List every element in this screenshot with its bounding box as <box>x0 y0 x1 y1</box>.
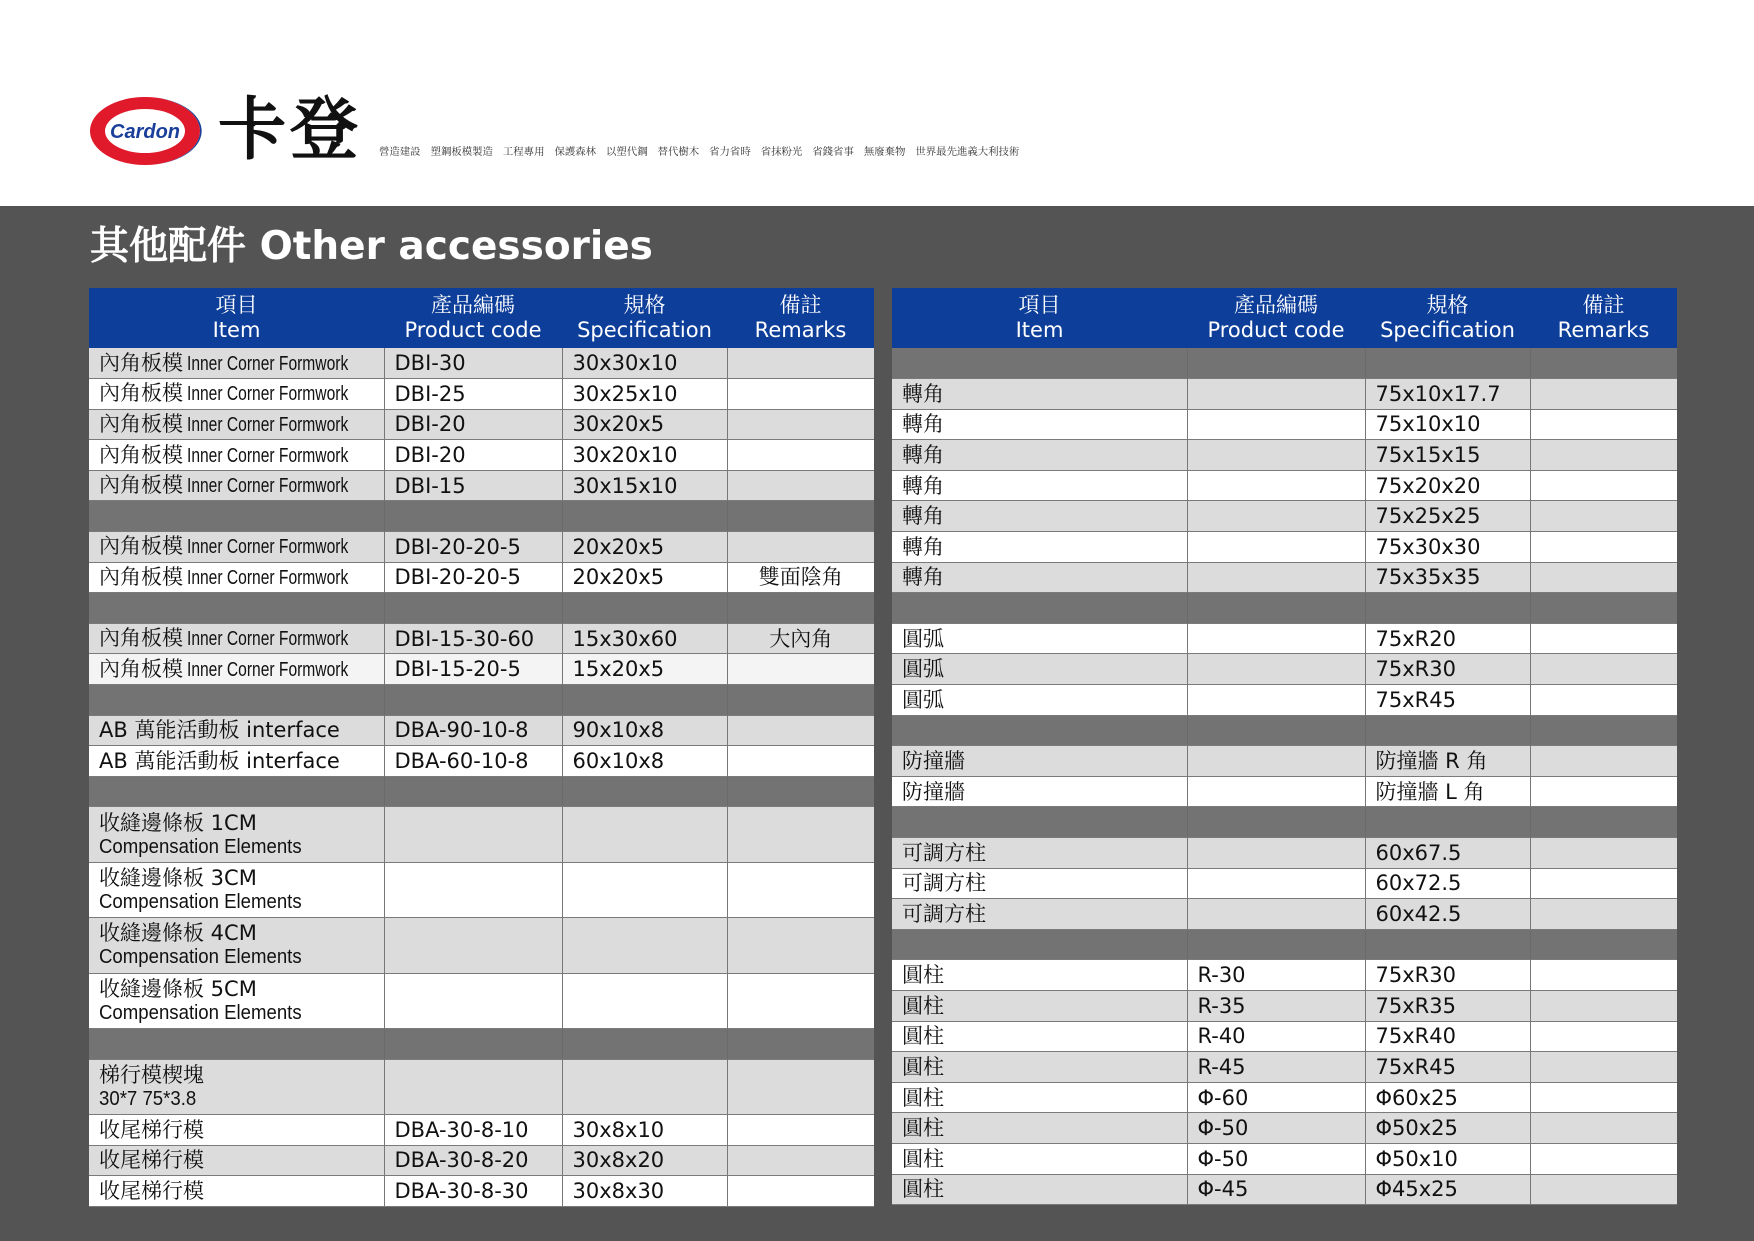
separator-row <box>892 929 1677 960</box>
brand-chinese-name: 卡登 <box>218 90 363 170</box>
remarks-cell <box>1530 409 1677 440</box>
code-cell <box>1187 776 1365 807</box>
code-cell <box>1187 623 1365 654</box>
table-row <box>892 440 1677 471</box>
spec-cell: 75xR45 <box>1365 685 1530 716</box>
code-cell <box>384 862 562 917</box>
item-cell: 防撞牆 <box>892 746 1187 777</box>
code-cell: R-30 <box>1187 960 1365 991</box>
table-row <box>89 746 874 777</box>
item-cell: 可調方柱 <box>892 838 1187 869</box>
item-cell: 可調方柱 <box>892 899 1187 930</box>
table-row <box>892 470 1677 501</box>
table-header-row <box>892 288 1677 348</box>
spec-cell: 防撞牆 R 角 <box>1365 746 1530 777</box>
code-cell <box>384 807 562 862</box>
page-title: 其他配件 Other accessories <box>90 224 653 269</box>
remarks-cell <box>727 440 874 471</box>
item-cell: 收縫邊條板 5CM Compensation Elements <box>89 973 384 1028</box>
spec-cell: 75x10x10 <box>1365 409 1530 440</box>
code-cell: DBI-25 <box>384 379 562 410</box>
remarks-cell <box>1530 1052 1677 1083</box>
item-cell: 圓弧 <box>892 654 1187 685</box>
code-cell <box>384 1059 562 1114</box>
table-row <box>892 1113 1677 1144</box>
column-header-product-code: 產品編碼 Product code <box>384 288 562 348</box>
spec-cell: 60x10x8 <box>562 746 727 777</box>
item-cell: 收尾梯行模 <box>89 1114 384 1145</box>
table-row <box>892 990 1677 1021</box>
remarks-cell <box>1530 990 1677 1021</box>
remarks-cell <box>727 1059 874 1114</box>
column-header-item: 項目 Item <box>892 288 1187 348</box>
code-cell: DBA-30-8-20 <box>384 1145 562 1176</box>
item-cell: 圓弧 <box>892 623 1187 654</box>
table-row <box>89 1145 874 1176</box>
table-row <box>89 807 874 862</box>
spec-cell: 30x8x20 <box>562 1145 727 1176</box>
remarks-cell <box>727 918 874 973</box>
slogan-list <box>379 145 1019 159</box>
code-cell: Φ-60 <box>1187 1082 1365 1113</box>
spec-cell: 30x15x10 <box>562 470 727 501</box>
item-cell: 內角板模 Inner Corner Formwork <box>89 440 384 471</box>
table-row <box>892 746 1677 777</box>
slogan: 塑鋼板模製造 <box>430 146 493 158</box>
item-cell: 圓柱 <box>892 1052 1187 1083</box>
code-cell <box>1187 868 1365 899</box>
item-cell: AB 萬能活動板 interface <box>89 715 384 746</box>
remarks-cell <box>1530 1082 1677 1113</box>
remarks-cell <box>1530 960 1677 991</box>
remarks-cell <box>1530 470 1677 501</box>
item-cell: 收縫邊條板 3CM Compensation Elements <box>89 862 384 917</box>
code-cell: DBI-15-20-5 <box>384 654 562 685</box>
table-row <box>892 899 1677 930</box>
slogan: 替代樹木 <box>657 146 700 158</box>
item-cell: 轉角 <box>892 440 1187 471</box>
item-cell: 轉角 <box>892 562 1187 593</box>
remarks-cell <box>1530 776 1677 807</box>
separator-row <box>892 715 1677 746</box>
table-row <box>892 562 1677 593</box>
table-row <box>892 654 1677 685</box>
separator-row <box>89 776 874 807</box>
separator-row <box>892 807 1677 838</box>
slogan: 保護森林 <box>554 146 597 158</box>
slogan: 營造建設 <box>379 146 421 158</box>
separator-row <box>89 685 874 716</box>
item-cell: 收尾梯行模 <box>89 1176 384 1207</box>
table-row <box>892 409 1677 440</box>
item-cell: 梯行模楔塊 30*7 75*3.8 <box>89 1059 384 1114</box>
remarks-cell <box>727 1145 874 1176</box>
table-row <box>89 862 874 917</box>
spec-cell <box>562 807 727 862</box>
column-header-item: 項目 Item <box>89 288 384 348</box>
code-cell: R-40 <box>1187 1021 1365 1052</box>
code-cell: DBI-20-20-5 <box>384 562 562 593</box>
item-cell: 轉角 <box>892 470 1187 501</box>
remarks-cell <box>1530 685 1677 716</box>
remarks-cell <box>727 348 874 379</box>
table-row <box>89 409 874 440</box>
column-header-remarks: 備註 Remarks <box>727 288 874 348</box>
code-cell <box>1187 379 1365 410</box>
code-cell <box>384 973 562 1028</box>
table-row <box>892 1174 1677 1205</box>
table-row <box>89 562 874 593</box>
item-cell: 圓柱 <box>892 960 1187 991</box>
table-row <box>89 440 874 471</box>
slogan: 世界最先進義大利技術 <box>915 146 1020 158</box>
remarks-cell <box>1530 440 1677 471</box>
slogan: 省力省時 <box>709 146 751 158</box>
separator-row <box>89 1028 874 1059</box>
code-cell <box>1187 501 1365 532</box>
slogan: 省錢省事 <box>812 146 854 158</box>
spec-cell: 75x25x25 <box>1365 501 1530 532</box>
remarks-cell <box>1530 1143 1677 1174</box>
code-cell: DBA-30-8-30 <box>384 1176 562 1207</box>
spec-cell: 75xR45 <box>1365 1052 1530 1083</box>
remarks-cell <box>1530 746 1677 777</box>
remarks-cell <box>727 1114 874 1145</box>
remarks-cell <box>1530 532 1677 563</box>
spec-cell: 75x30x30 <box>1365 532 1530 563</box>
remarks-cell <box>727 807 874 862</box>
table-row <box>892 1021 1677 1052</box>
main-panel <box>0 206 1754 1241</box>
item-cell: 防撞牆 <box>892 776 1187 807</box>
column-header-product-code: 產品編碼 Product code <box>1187 288 1365 348</box>
remarks-cell <box>727 715 874 746</box>
code-cell: Φ-50 <box>1187 1113 1365 1144</box>
code-cell <box>1187 562 1365 593</box>
code-cell: DBI-15 <box>384 470 562 501</box>
spec-cell: 20x20x5 <box>562 532 727 563</box>
table-row <box>89 348 874 379</box>
code-cell: DBI-20 <box>384 440 562 471</box>
item-cell: 內角板模 Inner Corner Formwork <box>89 623 384 654</box>
item-cell: 轉角 <box>892 532 1187 563</box>
item-cell: AB 萬能活動板 interface <box>89 746 384 777</box>
spec-cell <box>562 862 727 917</box>
table-row <box>89 623 874 654</box>
item-cell: 圓柱 <box>892 1174 1187 1205</box>
remarks-cell <box>1530 1021 1677 1052</box>
item-cell: 圓柱 <box>892 1143 1187 1174</box>
code-cell: DBA-90-10-8 <box>384 715 562 746</box>
column-header-specification: 規格 Specification <box>562 288 727 348</box>
remarks-cell <box>1530 899 1677 930</box>
remarks-cell <box>1530 379 1677 410</box>
item-cell: 內角板模 Inner Corner Formwork <box>89 409 384 440</box>
table-row <box>892 1082 1677 1113</box>
table-row <box>892 776 1677 807</box>
table-row <box>892 532 1677 563</box>
logo-text: Cardon <box>110 121 180 143</box>
code-cell <box>1187 838 1365 869</box>
spec-cell: Φ60x25 <box>1365 1082 1530 1113</box>
code-cell <box>1187 654 1365 685</box>
column-header-remarks: 備註 Remarks <box>1530 288 1677 348</box>
table-row <box>892 1143 1677 1174</box>
table-header-row <box>89 288 874 348</box>
remarks-cell <box>1530 1113 1677 1144</box>
table-row <box>892 685 1677 716</box>
code-cell: Φ-50 <box>1187 1143 1365 1174</box>
code-cell: Φ-45 <box>1187 1174 1365 1205</box>
remarks-cell <box>1530 654 1677 685</box>
spec-cell <box>562 918 727 973</box>
item-cell: 內角板模 Inner Corner Formwork <box>89 562 384 593</box>
remarks-cell <box>727 654 874 685</box>
spec-cell: 30x30x10 <box>562 348 727 379</box>
code-cell: R-45 <box>1187 1052 1365 1083</box>
table-row <box>892 868 1677 899</box>
cardon-logo <box>88 95 202 167</box>
item-cell: 內角板模 Inner Corner Formwork <box>89 654 384 685</box>
spec-cell: 75xR35 <box>1365 990 1530 1021</box>
slogan: 省抹粉光 <box>760 146 803 158</box>
code-cell: DBI-20-20-5 <box>384 532 562 563</box>
spec-cell: 20x20x5 <box>562 562 727 593</box>
item-cell: 收縫邊條板 1CM Compensation Elements <box>89 807 384 862</box>
code-cell: DBA-60-10-8 <box>384 746 562 777</box>
item-cell: 收縫邊條板 4CM Compensation Elements <box>89 918 384 973</box>
remarks-cell <box>727 746 874 777</box>
item-cell: 轉角 <box>892 409 1187 440</box>
table-row <box>89 1059 874 1114</box>
spec-cell: 60x72.5 <box>1365 868 1530 899</box>
remarks-cell <box>1530 562 1677 593</box>
spec-cell: 30x20x5 <box>562 409 727 440</box>
code-cell: DBI-30 <box>384 348 562 379</box>
spec-cell: Φ50x25 <box>1365 1113 1530 1144</box>
separator-row <box>892 593 1677 624</box>
spec-cell: 75x35x35 <box>1365 562 1530 593</box>
spec-cell: 75xR20 <box>1365 623 1530 654</box>
code-cell: DBI-20 <box>384 409 562 440</box>
code-cell <box>1187 532 1365 563</box>
table-row <box>89 470 874 501</box>
table-row <box>89 918 874 973</box>
spec-cell: Φ45x25 <box>1365 1174 1530 1205</box>
code-cell <box>1187 409 1365 440</box>
remarks-cell <box>1530 868 1677 899</box>
table-row <box>892 838 1677 869</box>
slogan: 無廢棄物 <box>863 146 906 158</box>
slogan: 工程專用 <box>502 146 545 158</box>
spec-cell: 防撞牆 L 角 <box>1365 776 1530 807</box>
spec-cell: 15x30x60 <box>562 623 727 654</box>
code-cell <box>384 918 562 973</box>
item-cell: 內角板模 Inner Corner Formwork <box>89 470 384 501</box>
item-cell: 圓柱 <box>892 1021 1187 1052</box>
spec-cell: 30x8x10 <box>562 1114 727 1145</box>
remarks-cell <box>727 973 874 1028</box>
spec-cell: 30x20x10 <box>562 440 727 471</box>
table-row <box>89 532 874 563</box>
item-cell: 轉角 <box>892 501 1187 532</box>
item-cell: 內角板模 Inner Corner Formwork <box>89 348 384 379</box>
remarks-cell <box>727 409 874 440</box>
spec-cell: 30x25x10 <box>562 379 727 410</box>
item-cell: 內角板模 Inner Corner Formwork <box>89 379 384 410</box>
remarks-cell <box>727 532 874 563</box>
remarks-cell <box>1530 623 1677 654</box>
separator-row <box>892 348 1677 379</box>
item-cell: 收尾梯行模 <box>89 1145 384 1176</box>
table-row <box>89 715 874 746</box>
spec-cell: 75xR30 <box>1365 654 1530 685</box>
table-row <box>89 654 874 685</box>
code-cell: DBA-30-8-10 <box>384 1114 562 1145</box>
item-cell: 圓柱 <box>892 1082 1187 1113</box>
separator-row <box>89 501 874 532</box>
spec-cell: 15x20x5 <box>562 654 727 685</box>
table-row <box>89 1114 874 1145</box>
remarks-cell <box>727 470 874 501</box>
code-cell: DBI-15-30-60 <box>384 623 562 654</box>
remarks-cell <box>1530 501 1677 532</box>
table-row <box>89 1176 874 1207</box>
remarks-cell <box>727 379 874 410</box>
remarks-cell: 大內角 <box>727 623 874 654</box>
item-cell: 圓柱 <box>892 1113 1187 1144</box>
left-accessories-table <box>89 288 874 1207</box>
spec-cell <box>562 1059 727 1114</box>
spec-cell: 75x15x15 <box>1365 440 1530 471</box>
table-row <box>892 1052 1677 1083</box>
table-row <box>892 501 1677 532</box>
item-cell: 轉角 <box>892 379 1187 410</box>
remarks-cell <box>1530 1174 1677 1205</box>
spec-cell: Φ50x10 <box>1365 1143 1530 1174</box>
spec-cell: 75x10x17.7 <box>1365 379 1530 410</box>
item-cell: 內角板模 Inner Corner Formwork <box>89 532 384 563</box>
remarks-cell <box>727 1176 874 1207</box>
remarks-cell: 雙面陰角 <box>727 562 874 593</box>
spec-cell: 60x67.5 <box>1365 838 1530 869</box>
item-cell: 圓弧 <box>892 685 1187 716</box>
item-cell: 可調方柱 <box>892 868 1187 899</box>
item-cell: 圓柱 <box>892 990 1187 1021</box>
slogan: 以塑代鋼 <box>606 146 648 158</box>
code-cell <box>1187 685 1365 716</box>
table-row <box>892 379 1677 410</box>
column-header-specification: 規格 Specification <box>1365 288 1530 348</box>
code-cell <box>1187 899 1365 930</box>
spec-cell: 60x42.5 <box>1365 899 1530 930</box>
spec-cell: 75xR30 <box>1365 960 1530 991</box>
spec-cell: 30x8x30 <box>562 1176 727 1207</box>
code-cell <box>1187 746 1365 777</box>
page-header <box>0 0 1754 206</box>
table-row <box>892 960 1677 991</box>
spec-cell <box>562 973 727 1028</box>
code-cell <box>1187 440 1365 471</box>
table-row <box>89 973 874 1028</box>
table-row <box>89 379 874 410</box>
spec-cell: 90x10x8 <box>562 715 727 746</box>
code-cell <box>1187 470 1365 501</box>
right-accessories-table <box>892 288 1677 1205</box>
spec-cell: 75x20x20 <box>1365 470 1530 501</box>
spec-cell: 75xR40 <box>1365 1021 1530 1052</box>
code-cell: R-35 <box>1187 990 1365 1021</box>
remarks-cell <box>727 862 874 917</box>
separator-row <box>89 593 874 624</box>
table-row <box>892 623 1677 654</box>
remarks-cell <box>1530 838 1677 869</box>
